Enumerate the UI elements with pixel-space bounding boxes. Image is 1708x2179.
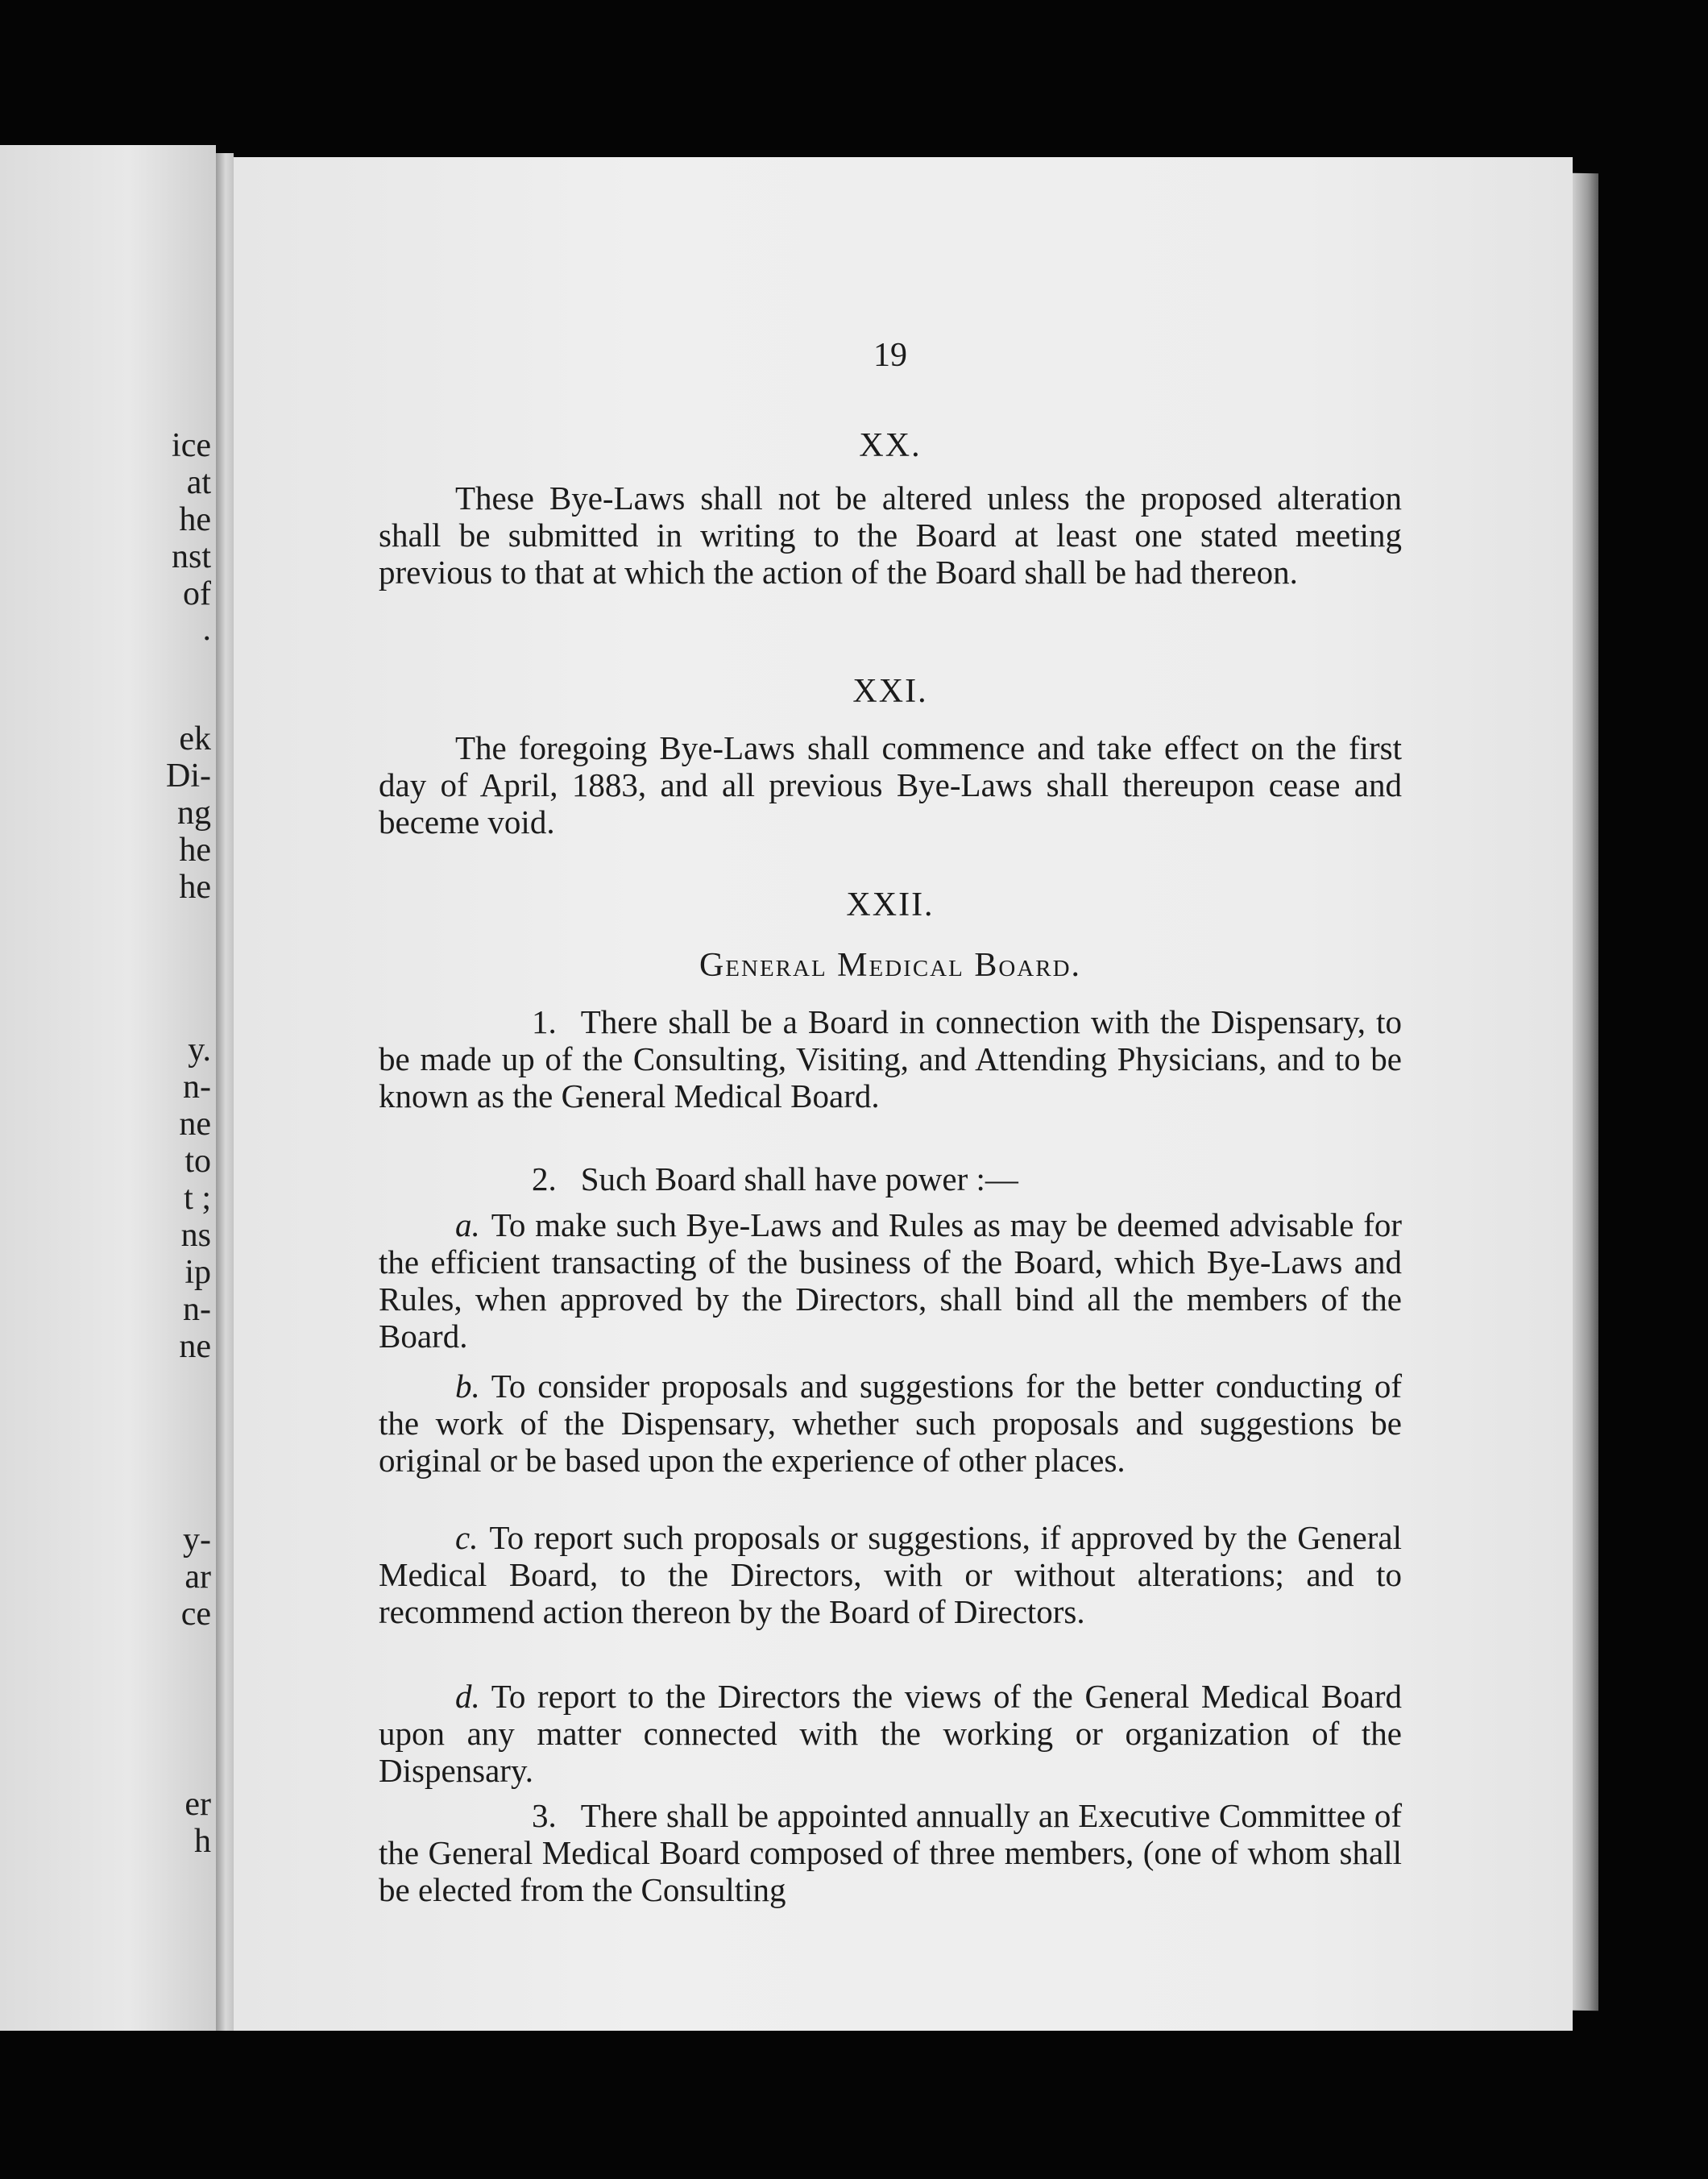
left-fragment: ek <box>179 720 211 757</box>
item-text: To report such proposals or suggestions, if approved by the General Medical Board, to the Directors, with or without alterations; and to recommend action thereon by the Board of Directors. <box>379 1519 1402 1630</box>
book-gutter <box>216 153 234 2031</box>
item-c <box>379 1519 1402 1630</box>
item-1 <box>379 1003 1402 1114</box>
left-fragment: er <box>184 1786 211 1823</box>
left-fragment: y- <box>183 1521 211 1559</box>
left-fragment: ce <box>180 1596 211 1633</box>
item-text: To make such Bye-Laws and Rules as may be deemed advisable for the efficient transacting of the business of the Board, which Bye-Laws and Rules, when approved by the Directors, shall bind all the members of the Board. <box>379 1206 1402 1355</box>
left-facing-page <box>0 145 216 2031</box>
left-fragment: to <box>184 1143 211 1180</box>
left-fragment: . <box>202 611 211 648</box>
left-fragment: Di- <box>166 757 211 795</box>
left-fragment: n- <box>183 1069 211 1106</box>
page-number: 19 <box>873 337 907 374</box>
left-fragment: ns <box>180 1217 211 1254</box>
page-edge-shadow <box>1573 173 1598 2011</box>
item-label: c. <box>455 1519 479 1556</box>
left-fragment: of <box>183 575 211 612</box>
item-text: To report to the Directors the views of the General Medical Board upon any matter connected with the working or organization of the Dispensary. <box>379 1678 1402 1789</box>
item-label: a. <box>455 1206 480 1243</box>
left-fragment: t ; <box>184 1180 211 1217</box>
item-b <box>379 1368 1402 1479</box>
left-fragment: ip <box>184 1254 211 1291</box>
item-3 <box>379 1797 1402 1908</box>
left-fragment: he <box>179 869 211 906</box>
left-fragment: nst <box>171 538 211 575</box>
item-label: b. <box>455 1368 480 1405</box>
left-fragment: n- <box>183 1291 211 1328</box>
item-a <box>379 1206 1402 1355</box>
left-fragment: ne <box>179 1328 211 1365</box>
item-label: 3. <box>532 1797 557 1834</box>
item-label: 2. <box>532 1160 557 1197</box>
section-text-xxi: The foregoing Bye-Laws shall commence and take effect on the first day of April, 1883, and all previous Bye-Laws shall thereupon cease and beceme void. <box>379 729 1402 840</box>
left-page-text-fragments <box>0 145 216 2031</box>
left-fragment: ng <box>177 795 211 832</box>
left-fragment: he <box>179 501 211 538</box>
item-text: There shall be appointed annually an Executive Committee of the General Medical Board composed of three members, (one of whom shall be elected from the Consulting <box>379 1797 1402 1908</box>
item-d <box>379 1678 1402 1789</box>
left-fragment: at <box>186 464 211 501</box>
left-fragment: y. <box>188 1031 211 1069</box>
item-text: To consider proposals and suggestions for the better conducting of the work of the Dispensary, whether such proposals and suggestions be original or be based upon the experience of other places. <box>379 1368 1402 1479</box>
section-text-xx: These Bye-Laws shall not be altered unless the proposed alteration shall be submitted in writing to the Board at least one stated meeting previous to that at which the action of the Board shall be had thereon. <box>379 479 1402 591</box>
section-heading-xxii: XXII. <box>846 886 935 923</box>
item-label: 1. <box>532 1003 557 1040</box>
item-text: There shall be a Board in connection with the Dispensary, to be made up of the Consulting, Visiting, and Attending Physicians, and to be known as the General Medical Board. <box>379 1003 1402 1114</box>
left-fragment: ice <box>172 427 211 464</box>
left-fragment: ar <box>184 1559 211 1596</box>
left-fragment: ne <box>179 1106 211 1143</box>
left-fragment: h <box>194 1823 211 1860</box>
section-heading-xxi: XXI. <box>852 673 928 710</box>
left-fragment: he <box>179 832 211 869</box>
section-subheading: General Medical Board. <box>699 947 1082 984</box>
section-heading-xx: XX. <box>859 427 922 464</box>
item-2 <box>379 1160 1402 1197</box>
item-text: Such Board shall have power :— <box>580 1160 1018 1197</box>
item-label: d. <box>455 1678 480 1715</box>
